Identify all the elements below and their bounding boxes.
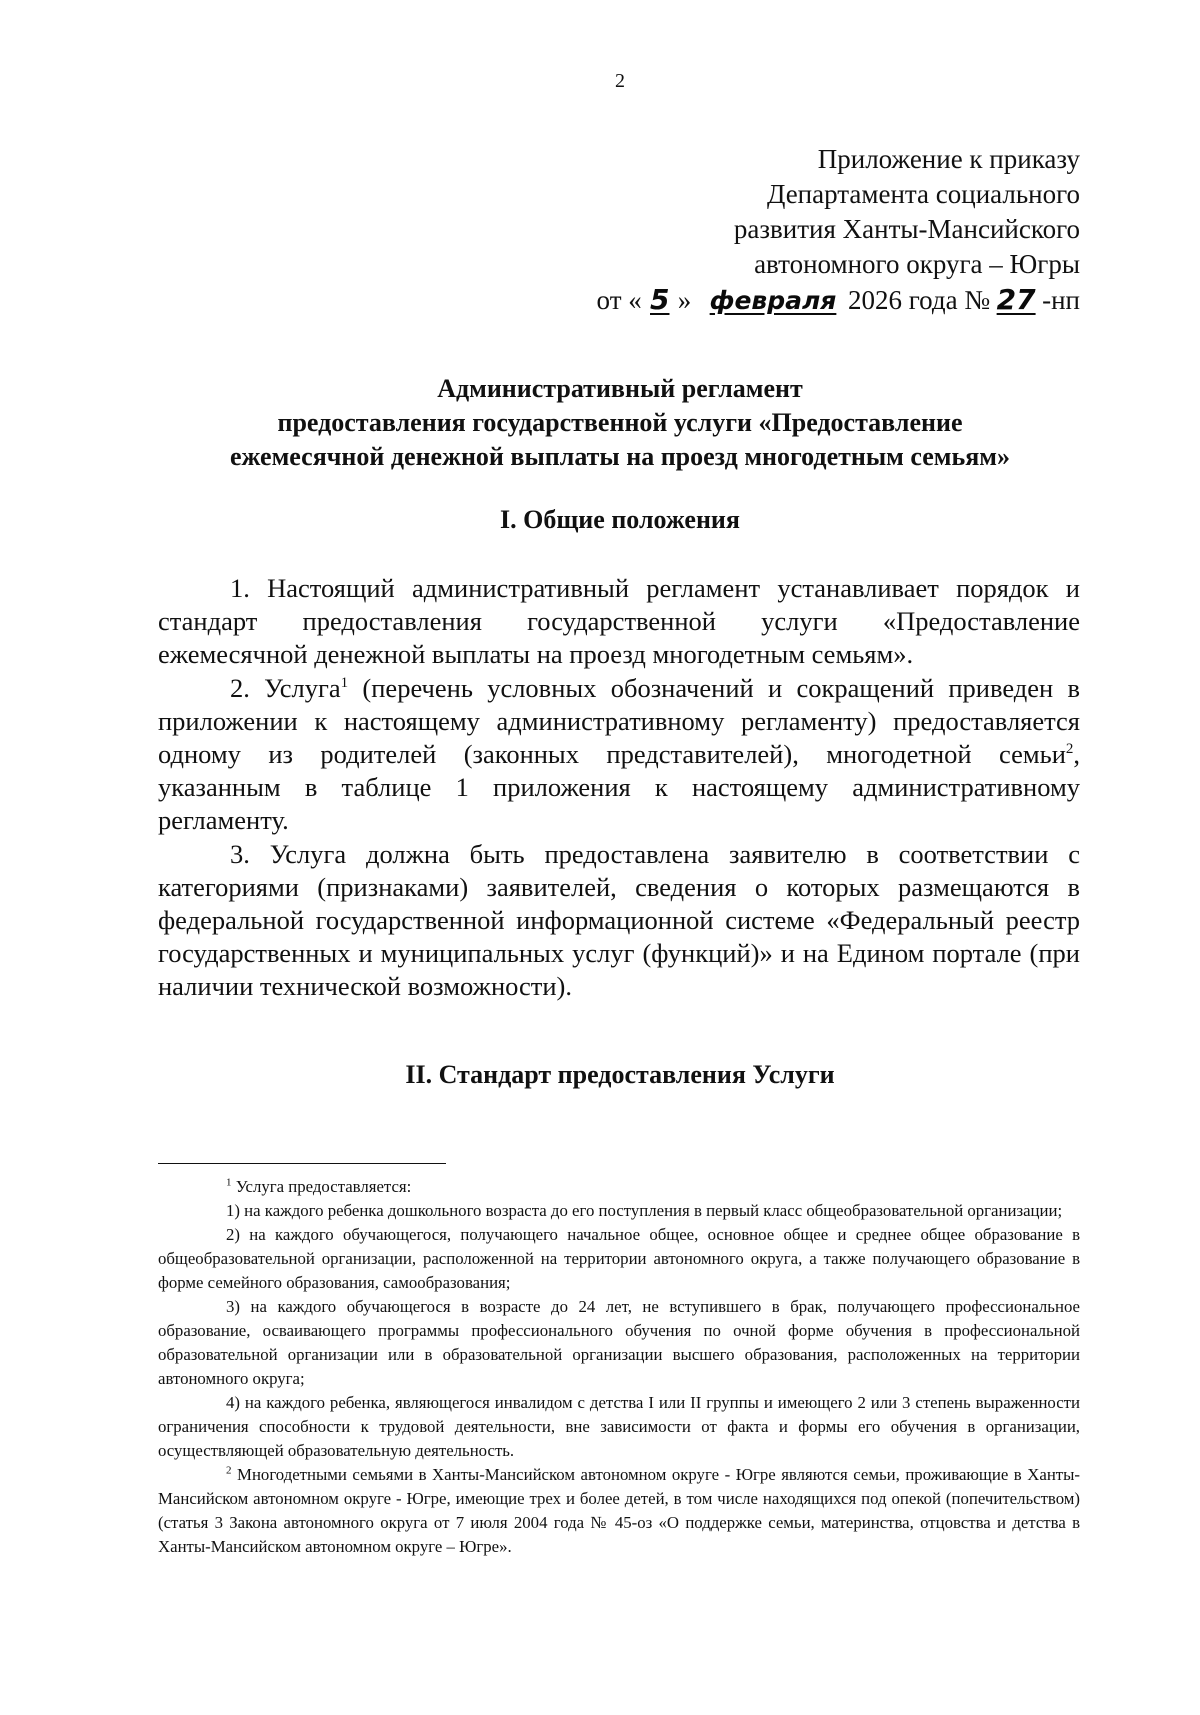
footnote-1-title-text: Услуга предоставляется: xyxy=(231,1177,412,1196)
section-1-body xyxy=(158,572,1080,1004)
footnote-1-item-3: 3) на каждого обучающегося в возрасте до 24 лет, не вступившего в брак, получающего профессиональное образование, осваивающего программы профессионального обучения по очной форме обучения в профессиональной образовательной организации или в образовательной организации высшего образования, расположенных на территории автономного округа; xyxy=(158,1297,1080,1388)
paragraph-2-part-b: (перечень условных обозначений и сокращений приведен в приложении к настоящему административному регламенту) предоставляется одному из родителей (законных представителей), многодетной семьи xyxy=(158,672,1080,770)
title-line-2: предоставления государственной услуги «Предоставление xyxy=(277,408,963,437)
footnote-ref-2: 2 xyxy=(1065,741,1074,758)
footnote-1-item-4: 4) на каждого ребенка, являющегося инвалидом с детства I или II группы и имеющего 2 или 3 степень выраженности ограничения способности к трудовой деятельности, вне зависимости от факта и формы его обучения в организации, осуществляющей образовательную деятельность. xyxy=(158,1393,1080,1460)
approval-block xyxy=(520,142,1080,318)
page-number: 2 xyxy=(615,70,625,92)
footnote-divider xyxy=(158,1163,446,1164)
section-1-heading: I. Общие положения xyxy=(500,505,740,534)
approval-line-1: Приложение к приказу xyxy=(817,144,1080,174)
title-line-1: Административный регламент xyxy=(437,374,803,403)
handwritten-order-number: 27 xyxy=(996,283,1036,316)
paragraph-3: 3. Услуга должна быть предоставлена заявителю в соответствии с категориями (признаками) заявителей, сведения о которых размещаются в федеральной государственной информационной системе «Федеральный реестр государственных и муниципальных услуг (функций)» и на Едином портале (при наличии технической возможности). xyxy=(158,838,1080,1002)
approval-line-3: развития Ханты-Мансийского xyxy=(733,214,1080,244)
footnote-ref-1: 1 xyxy=(340,674,349,691)
footnotes xyxy=(158,1175,1080,1559)
paragraph-2 xyxy=(158,672,1080,838)
footnote-1-mark: 1 xyxy=(226,1176,232,1189)
date-year: 2026 года № xyxy=(848,285,991,315)
section-2-heading: II. Стандарт предоставления Услуги xyxy=(405,1060,835,1089)
footnote-1-title xyxy=(158,1175,1080,1199)
paragraph-2-part-c: , указанным в таблице 1 приложения к настоящему административному регламенту. xyxy=(158,739,1080,836)
approval-date-line xyxy=(520,282,1080,318)
approval-line-4: автономного округа – Югры xyxy=(754,249,1080,279)
paragraph-2-part-a: 2. Услуга xyxy=(230,672,341,703)
handwritten-month: февраля xyxy=(709,286,837,315)
date-prefix: от « xyxy=(596,285,642,315)
date-day-close: » xyxy=(677,285,692,315)
approval-line-2: Департамента социального xyxy=(766,179,1080,209)
footnote-1-item-2: 2) на каждого обучающегося, получающего начальное общее, основное общее и среднее общее образование в общеобразовательной организации, расположенной на территории автономного округа, а также получающего образование в форме семейного образования, самообразования; xyxy=(158,1225,1080,1292)
paragraph-1: 1. Настоящий административный регламент устанавливает порядок и стандарт предоставления государственной услуги «Предоставление ежемесячной денежной выплаты на проезд многодетным семьям». xyxy=(158,573,1080,670)
order-number-suffix: -нп xyxy=(1042,285,1080,315)
document-title xyxy=(150,372,1090,474)
handwritten-day: 5 xyxy=(650,283,670,316)
footnote-1-item-1: 1) на каждого ребенка дошкольного возраста до его поступления в первый класс общеобразовательной организации; xyxy=(226,1201,1063,1220)
footnote-2-mark: 2 xyxy=(226,1464,232,1477)
footnote-2 xyxy=(158,1463,1080,1559)
footnote-2-text: Многодетными семьями в Ханты-Мансийском автономном округе - Югре являются семьи, проживающие в Ханты-Мансийском автономном округе - Югре, имеющие трех и более детей, в том числе находящихся под опекой (попечительством) (статья 3 Закона автономного округа от 7 июля 2004 года № 45-оз «О поддержке семьи, материнства, отцовства и детства в Ханты-Мансийском автономном округе – Югре». xyxy=(158,1465,1080,1556)
title-line-3: ежемесячной денежной выплаты на проезд многодетным семьям» xyxy=(230,442,1010,471)
